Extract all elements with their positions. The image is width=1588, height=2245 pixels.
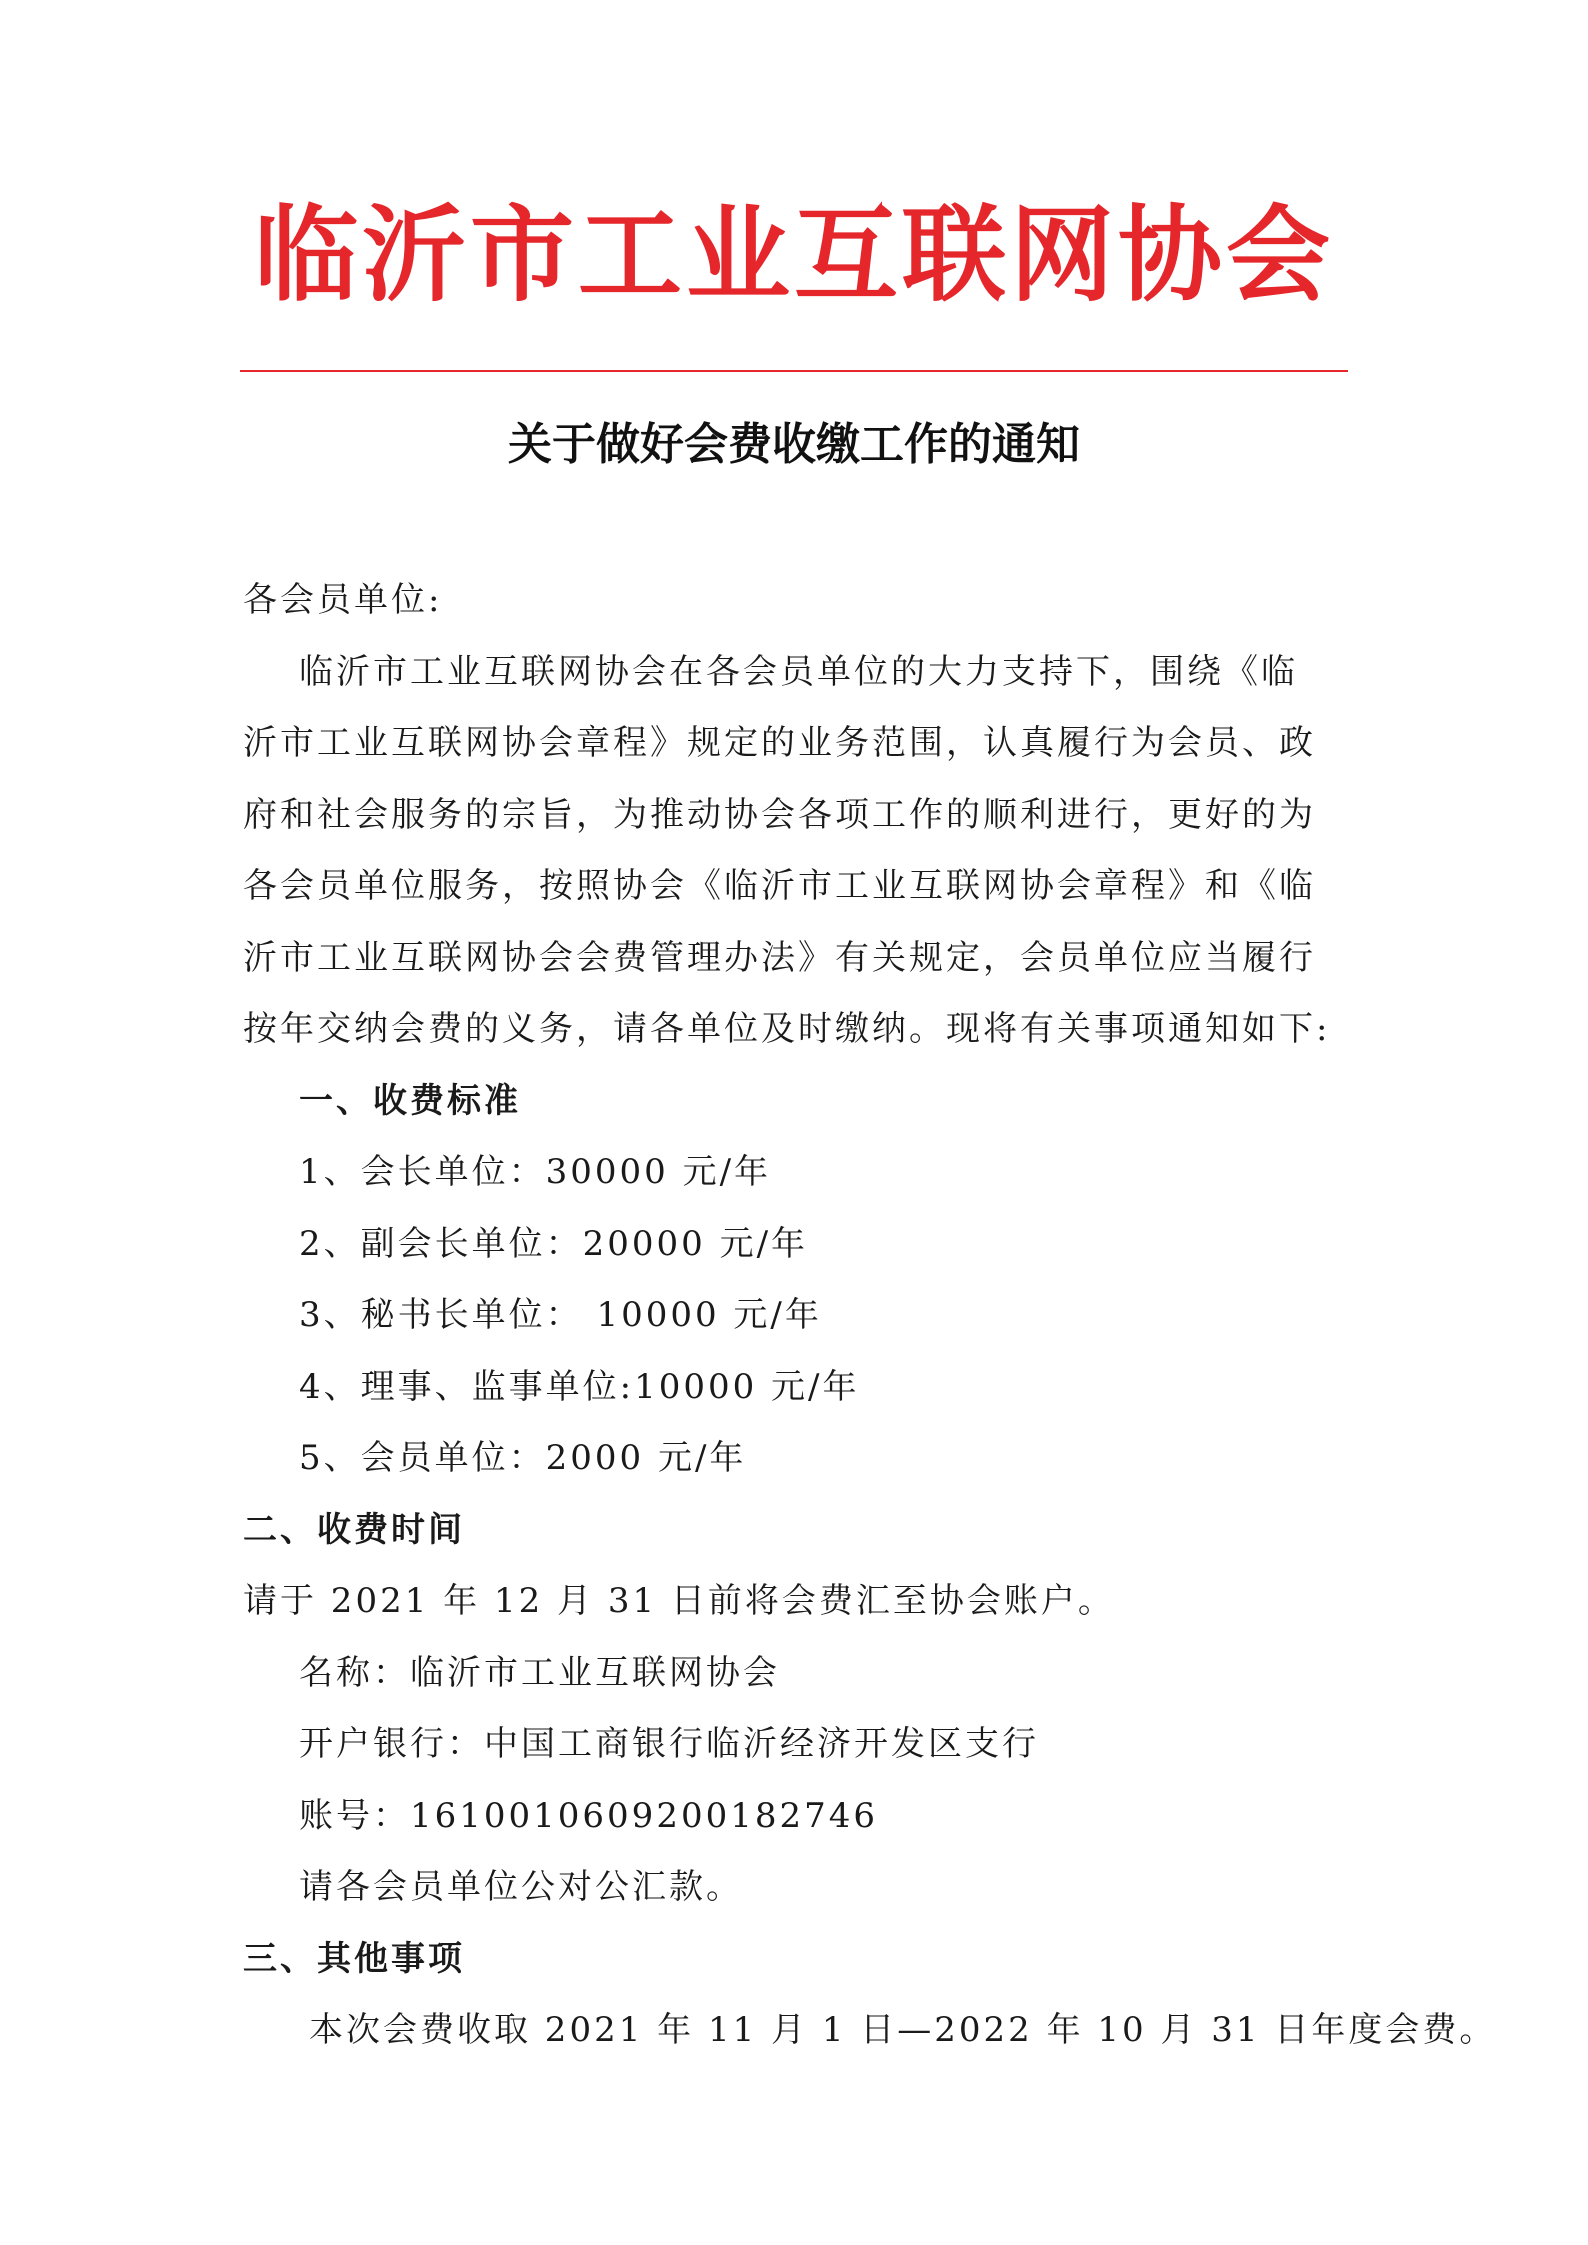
salutation: 各会员单位: [243,580,443,620]
section-heading-fee-standard: 一、收费标准 [299,1080,521,1121]
bank-name: 开户银行：中国工商银行临沂经济开发区支行 [299,1724,1039,1764]
fee-item: 4、理事、监事单位:10000 元/年 [299,1366,860,1407]
fee-item: 5、会员单位：2000 元/年 [299,1438,747,1478]
section-heading-fee-time: 二、收费时间 [243,1509,465,1550]
account-number: 账号：1610010609200182746 [299,1795,879,1836]
document-body [243,565,1497,2067]
payment-deadline: 请于 2021 年 12 月 31 日前将会费汇至协会账户。 [243,1581,1115,1621]
fee-item: 3、秘书长单位： 10000 元/年 [299,1295,822,1335]
intro-line: 府和社会服务的宗旨，为推动协会各项工作的顺利进行，更好的为 [243,794,1316,835]
masthead-organization: 临沂市工业互联网协会 [253,193,1334,316]
fee-item: 2、副会长单位：20000 元/年 [299,1223,809,1264]
intro-line: 各会员单位服务，按照协会《临沂市工业互联网协会章程》和《临 [243,866,1316,906]
document-title: 关于做好会费收缴工作的通知 [508,419,1080,470]
other-matters-text: 本次会费收取 2021 年 11 月 1 日—2022 年 10 月 31 日年度会费。 [309,2010,1497,2050]
red-divider [240,370,1348,372]
account-name: 名称：临沂市工业互联网协会 [299,1652,780,1693]
payment-note: 请各会员单位公对公汇款。 [299,1867,743,1907]
intro-line: 按年交纳会费的义务，请各单位及时缴纳。现将有关事项通知如下: [243,1009,1331,1049]
section-heading-other: 三、其他事项 [243,1938,465,1979]
intro-line: 临沂市工业互联网协会在各会员单位的大力支持下，围绕《临 [299,651,1298,692]
fee-item: 1、会长单位：30000 元/年 [299,1152,772,1192]
intro-line: 沂市工业互联网协会章程》规定的业务范围，认真履行为会员、政 [243,723,1316,763]
intro-line: 沂市工业互联网协会会费管理办法》有关规定，会员单位应当履行 [243,937,1316,978]
